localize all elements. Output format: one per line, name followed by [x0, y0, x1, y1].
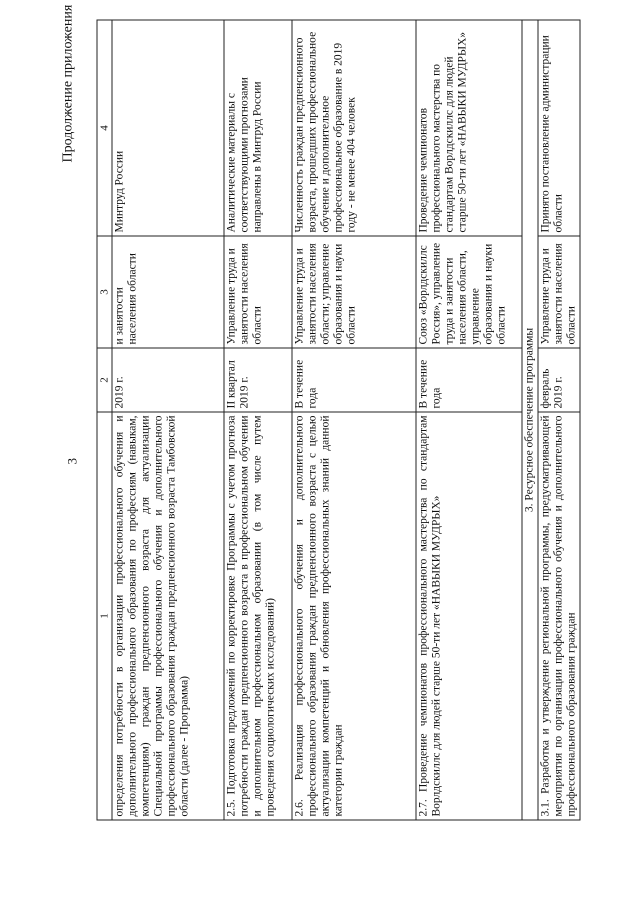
result-cell: Проведение чемпионатов профессионального мастерства по стандартам Ворлдскиллс для людей старше 50-ти лет «НАВЫКИ МУДРЫХ»: [416, 20, 522, 236]
deadline-cell: В течение года: [292, 348, 416, 412]
responsible-cell: Управление труда и занятости населения области: [224, 236, 292, 348]
task-cell: определения потребности в организации профессионального обучения и дополнительного профессионального образования по профессиям (навыкам, компетенциям) граждан предпенсионного возраста для актуализации Специальной программы профессионального обучения и дополнительного профессионального образования граждан предпенсионного возраста Тамбовской области (далее - Программа): [112, 412, 224, 820]
table-row: [416, 20, 522, 820]
deadline-cell: II квартал 2019 г.: [224, 348, 292, 412]
page-number: 3: [64, 458, 80, 465]
task-cell: 2.5. Подготовка предложений по корректировке Программы с учетом прогноза потребности граждан предпенсионного возраста в профессиональном обучении и дополнительном профессиональном образовании (в том числе путем проведения социологических исследований): [224, 412, 292, 820]
task-cell: 2.7. Проведение чемпионатов профессионального мастерства по стандартам Ворлдскиллс для людей старше 50-ти лет «НАВЫКИ МУДРЫХ»: [416, 412, 522, 820]
table-row: [224, 20, 292, 820]
deadline-cell: 2019 г.: [112, 348, 224, 412]
header-col-4: 4: [97, 20, 112, 236]
section-row: [522, 20, 538, 820]
table-row: [292, 20, 416, 820]
task-cell: 2.6. Реализация профессионального обучения и дополнительного профессионального образования граждан предпенсионного возраста с целью актуализации компетенций и обновления профессиональных знаний данной категории граждан: [292, 412, 416, 820]
table-row: [538, 20, 580, 820]
result-cell: Численность граждан предпенсионного возраста, прошедших профессиональное обучение и дополнительное профессиональное образование в 2019 году - не менее 404 человек: [292, 20, 416, 236]
continuation-label: Продолжение приложения: [60, 4, 76, 163]
result-cell: Минтруд России: [112, 20, 224, 236]
deadline-cell: В течение года: [416, 348, 522, 412]
table-row: [112, 20, 224, 820]
header-row: [97, 20, 112, 820]
responsible-cell: Союз «Ворлдскиллс Россия», управление труда и занятости населения области, управление образования и науки области: [416, 236, 522, 348]
responsible-cell: и занятости населения области: [112, 236, 224, 348]
task-cell: 3.1. Разработка и утверждение региональной программы, предусматривающей мероприятия по организации профессионального обучения и дополнительного профессионального образования граждан: [538, 412, 580, 820]
appendix-table: [97, 20, 581, 821]
result-cell: Принято постановление администрации области: [538, 20, 580, 236]
responsible-cell: Управление труда и занятости населения области: [538, 236, 580, 348]
deadline-cell: февраль 2019 г.: [538, 348, 580, 412]
section-title: 3. Ресурсное обеспечение программы: [522, 20, 538, 820]
rotated-page: [1, 0, 640, 905]
header-col-3: 3: [97, 236, 112, 348]
header-col-2: 2: [97, 348, 112, 412]
responsible-cell: Управление труда и занятости населения области; управление образования и науки области: [292, 236, 416, 348]
result-cell: Аналитические материалы с соответствующими прогнозами направлены в Минтруд России: [224, 20, 292, 236]
header-col-1: 1: [97, 412, 112, 820]
